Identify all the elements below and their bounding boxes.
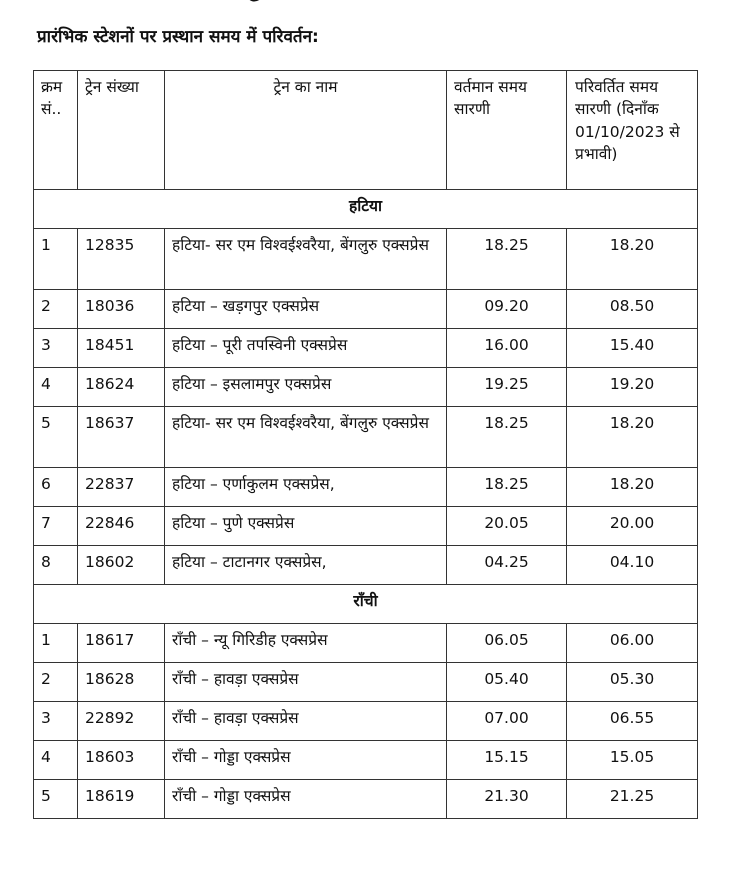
cell-sno: 1 — [34, 624, 78, 663]
cell-train-name: राँची – हावड़ा एक्सप्रेस — [165, 702, 447, 741]
cell-train-no: 22837 — [78, 468, 165, 507]
section-title: राँची — [34, 585, 698, 624]
cell-train-no: 18036 — [78, 290, 165, 329]
cell-train-name: राँची – गोड्डा एक्सप्रेस — [165, 780, 447, 819]
cell-train-no: 18637 — [78, 407, 165, 468]
cell-train-name: हटिया – इसलामपुर एक्सप्रेस — [165, 368, 447, 407]
cell-train-no: 18603 — [78, 741, 165, 780]
cell-train-no: 22846 — [78, 507, 165, 546]
cell-train-no: 18624 — [78, 368, 165, 407]
cell-current-time: 18.25 — [447, 468, 567, 507]
cell-revised-time: 19.20 — [567, 368, 698, 407]
cell-train-name: हटिया- सर एम विश्वईश्वरैया, बेंगलुरु एक्सप्रेस — [165, 229, 447, 290]
cell-revised-time: 18.20 — [567, 468, 698, 507]
cell-current-time: 16.00 — [447, 329, 567, 368]
cell-revised-time: 08.50 — [567, 290, 698, 329]
cell-current-time: 09.20 — [447, 290, 567, 329]
page-heading: प्रारंभिक स्टेशनों पर प्रस्थान समय में परिवर्तन: — [37, 27, 319, 47]
cell-train-no: 18451 — [78, 329, 165, 368]
cell-train-name: राँची – गोड्डा एक्सप्रेस — [165, 741, 447, 780]
cell-current-time: 05.40 — [447, 663, 567, 702]
cell-sno: 1 — [34, 229, 78, 290]
cropped-glyph-mark — [244, 0, 266, 6]
cell-sno: 2 — [34, 663, 78, 702]
cell-revised-time: 15.40 — [567, 329, 698, 368]
cell-sno: 3 — [34, 702, 78, 741]
cell-revised-time: 06.00 — [567, 624, 698, 663]
cell-revised-time: 06.55 — [567, 702, 698, 741]
cell-train-no: 18619 — [78, 780, 165, 819]
cell-train-name: हटिया – खड़गपुर एक्सप्रेस — [165, 290, 447, 329]
cell-sno: 2 — [34, 290, 78, 329]
section-row — [34, 190, 698, 229]
cell-train-name: हटिया- सर एम विश्वईश्वरैया, बेंगलुरु एक्सप्रेस — [165, 407, 447, 468]
column-header-train-name: ट्रेन का नाम — [165, 71, 447, 190]
cell-sno: 5 — [34, 780, 78, 819]
table-row — [34, 229, 698, 290]
table-row — [34, 407, 698, 468]
cell-train-name: राँची – न्यू गिरिडीह एक्सप्रेस — [165, 624, 447, 663]
cell-sno: 6 — [34, 468, 78, 507]
table-row — [34, 624, 698, 663]
cell-sno: 3 — [34, 329, 78, 368]
cell-current-time: 18.25 — [447, 229, 567, 290]
cell-train-name: हटिया – एर्णाकुलम एक्सप्रेस, — [165, 468, 447, 507]
table-row — [34, 780, 698, 819]
cell-revised-time: 15.05 — [567, 741, 698, 780]
cell-sno: 5 — [34, 407, 78, 468]
cell-current-time: 06.05 — [447, 624, 567, 663]
column-header-train-no: ट्रेन संख्या — [78, 71, 165, 190]
table-row — [34, 546, 698, 585]
column-header-sno: क्रम सं.. — [34, 71, 78, 190]
table-row — [34, 507, 698, 546]
cell-revised-time: 18.20 — [567, 229, 698, 290]
section-title: हटिया — [34, 190, 698, 229]
cell-train-no: 22892 — [78, 702, 165, 741]
table-row — [34, 368, 698, 407]
cell-current-time: 04.25 — [447, 546, 567, 585]
cell-train-no: 18628 — [78, 663, 165, 702]
cell-train-name: हटिया – टाटानगर एक्सप्रेस, — [165, 546, 447, 585]
cell-sno: 7 — [34, 507, 78, 546]
cell-train-name: राँची – हावड़ा एक्सप्रेस — [165, 663, 447, 702]
cell-revised-time: 04.10 — [567, 546, 698, 585]
table-header-row — [34, 71, 698, 190]
cell-current-time: 20.05 — [447, 507, 567, 546]
cell-revised-time: 18.20 — [567, 407, 698, 468]
cell-train-name: हटिया – पूरी तपस्विनी एक्सप्रेस — [165, 329, 447, 368]
table-row — [34, 290, 698, 329]
departure-time-table — [33, 70, 698, 819]
cell-revised-time: 20.00 — [567, 507, 698, 546]
table-row — [34, 663, 698, 702]
cell-sno: 4 — [34, 368, 78, 407]
cell-train-name: हटिया – पुणे एक्सप्रेस — [165, 507, 447, 546]
column-header-revised-time: परिवर्तित समय सारणी (दिनाँक 01/10/2023 से प्रभावी) — [567, 71, 698, 190]
cell-revised-time: 21.25 — [567, 780, 698, 819]
column-header-current-time: वर्तमान समय सारणी — [447, 71, 567, 190]
table-row — [34, 741, 698, 780]
cell-train-no: 18617 — [78, 624, 165, 663]
cell-revised-time: 05.30 — [567, 663, 698, 702]
cell-sno: 4 — [34, 741, 78, 780]
cell-current-time: 15.15 — [447, 741, 567, 780]
cell-current-time: 07.00 — [447, 702, 567, 741]
cell-train-no: 12835 — [78, 229, 165, 290]
section-row — [34, 585, 698, 624]
cell-current-time: 19.25 — [447, 368, 567, 407]
cell-current-time: 21.30 — [447, 780, 567, 819]
table-row — [34, 702, 698, 741]
cell-sno: 8 — [34, 546, 78, 585]
cell-current-time: 18.25 — [447, 407, 567, 468]
cell-train-no: 18602 — [78, 546, 165, 585]
table-row — [34, 468, 698, 507]
table-row — [34, 329, 698, 368]
